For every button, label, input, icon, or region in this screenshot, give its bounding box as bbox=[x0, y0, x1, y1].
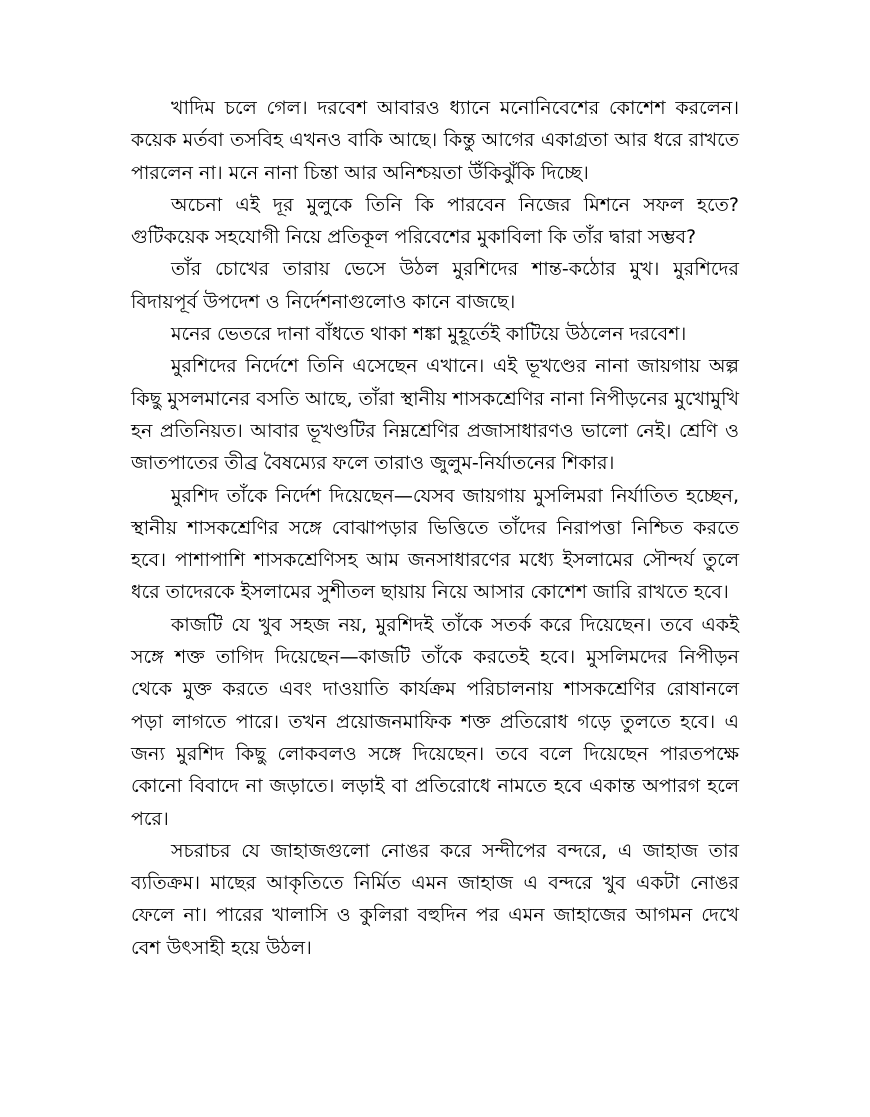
paragraph: মুরশিদ তাঁকে নির্দেশ দিয়েছেন—যেসব জায়গায় মুসলিমরা নির্যাতিত হচ্ছেন, স্থানীয় শাসকশ্রেণির সঙ্গে বোঝাপড়ার ভিত্তিতে তাঁদের নিরাপত্তা নিশ্চিত করতে হবে। পাশাপাশি শাসকশ্রেণিসহ আম জনসাধারণের মধ্যে ইসলামের সৌন্দর্য তুলে ধরে তাদেরকে ইসলামের সুশীতল ছায়ায় নিয়ে আসার কোশেশ জারি রাখতে হবে। bbox=[131, 484, 739, 604]
paragraph: কাজটি যে খুব সহজ নয়, মুরশিদই তাঁকে সতর্ক করে দিয়েছেন। তবে একই সঙ্গে শক্ত তাগিদ দিয়েছেন—কাজটি তাঁকে করতেই হবে। মুসলিমদের নিপীড়ন থেকে মুক্ত করতে এবং দাওয়াতি কার্যক্রম পরিচালনায় শাসকশ্রেণির রোষানলে পড়া লাগতে পারে। তখন প্রয়োজনমাফিক শক্ত প্রতিরোধ গড়ে তুলতে হবে। এ জন্য মুরশিদ কিছু লোকবলও সঙ্গে দিয়েছেন। তবে বলে দিয়েছেন পারতপক্ষে কোনো বিবাদে না জড়াতে। লড়াই বা প্রতিরোধে নামতে হবে একান্ত অপারগ হলে পরে। bbox=[131, 613, 739, 830]
paragraph: মুরশিদের নির্দেশে তিনি এসেছেন এখানে। এই ভূখণ্ডের নানা জায়গায় অল্প কিছু মুসলমানের বসতি আছে, তাঁরা স্থানীয় শাসকশ্রেণির নানা নিপীড়নের মুখোমুখি হন প্রতিনিয়ত। আবার ভূখণ্ডটির নিম্নশ্রেণির প্রজাসাধারণও ভালো নেই। শ্রেণি ও জাতপাতের তীব্র বৈষম্যের ফলে তারাও জুলুম-নির্যাতনের শিকার। bbox=[131, 355, 739, 475]
body-text bbox=[131, 92, 739, 964]
paragraph: সচরাচর যে জাহাজগুলো নোঙর করে সন্দীপের বন্দরে, এ জাহাজ তার ব্যতিক্রম। মাছের আকৃতিতে নির্মিত এমন জাহাজ এ বন্দরে খুব একটা নোঙর ফেলে না। পারের খালাসি ও কুলিরা বহুদিন পর এমন জাহাজের আগমন দেখে বেশ উৎসাহী হয়ে উঠল। bbox=[131, 839, 739, 959]
paragraph: মনের ভেতরে দানা বাঁধতে থাকা শঙ্কা মুহূর্তেই কাটিয়ে উঠলেন দরবেশ। bbox=[171, 323, 687, 346]
paragraph: তাঁর চোখের তারায় ভেসে উঠল মুরশিদের শান্ত-কঠোর মুখ। মুরশিদের বিদায়পূর্ব উপদেশ ও নির্দেশনাগুলোও কানে বাজছে। bbox=[131, 258, 739, 313]
paragraph: অচেনা এই দূর মুলুকে তিনি কি পারবেন নিজের মিশনে সফল হতে? গুটিকয়েক সহযোগী নিয়ে প্রতিকূল পরিবেশের মুকাবিলা কি তাঁর দ্বারা সম্ভব? bbox=[131, 193, 739, 249]
paragraph: খাদিম চলে গেল। দরবেশ আবারও ধ্যানে মনোনিবেশের কোশেশ করলেন। কয়েক মর্তবা তসবিহ এখনও বাকি আছে। কিন্তু আগের একাগ্রতা আর ধরে রাখতে পারলেন না। মনে নানা চিন্তা আর অনিশ্চয়তা উঁকিঝুঁকি দিচ্ছে। bbox=[131, 97, 739, 184]
